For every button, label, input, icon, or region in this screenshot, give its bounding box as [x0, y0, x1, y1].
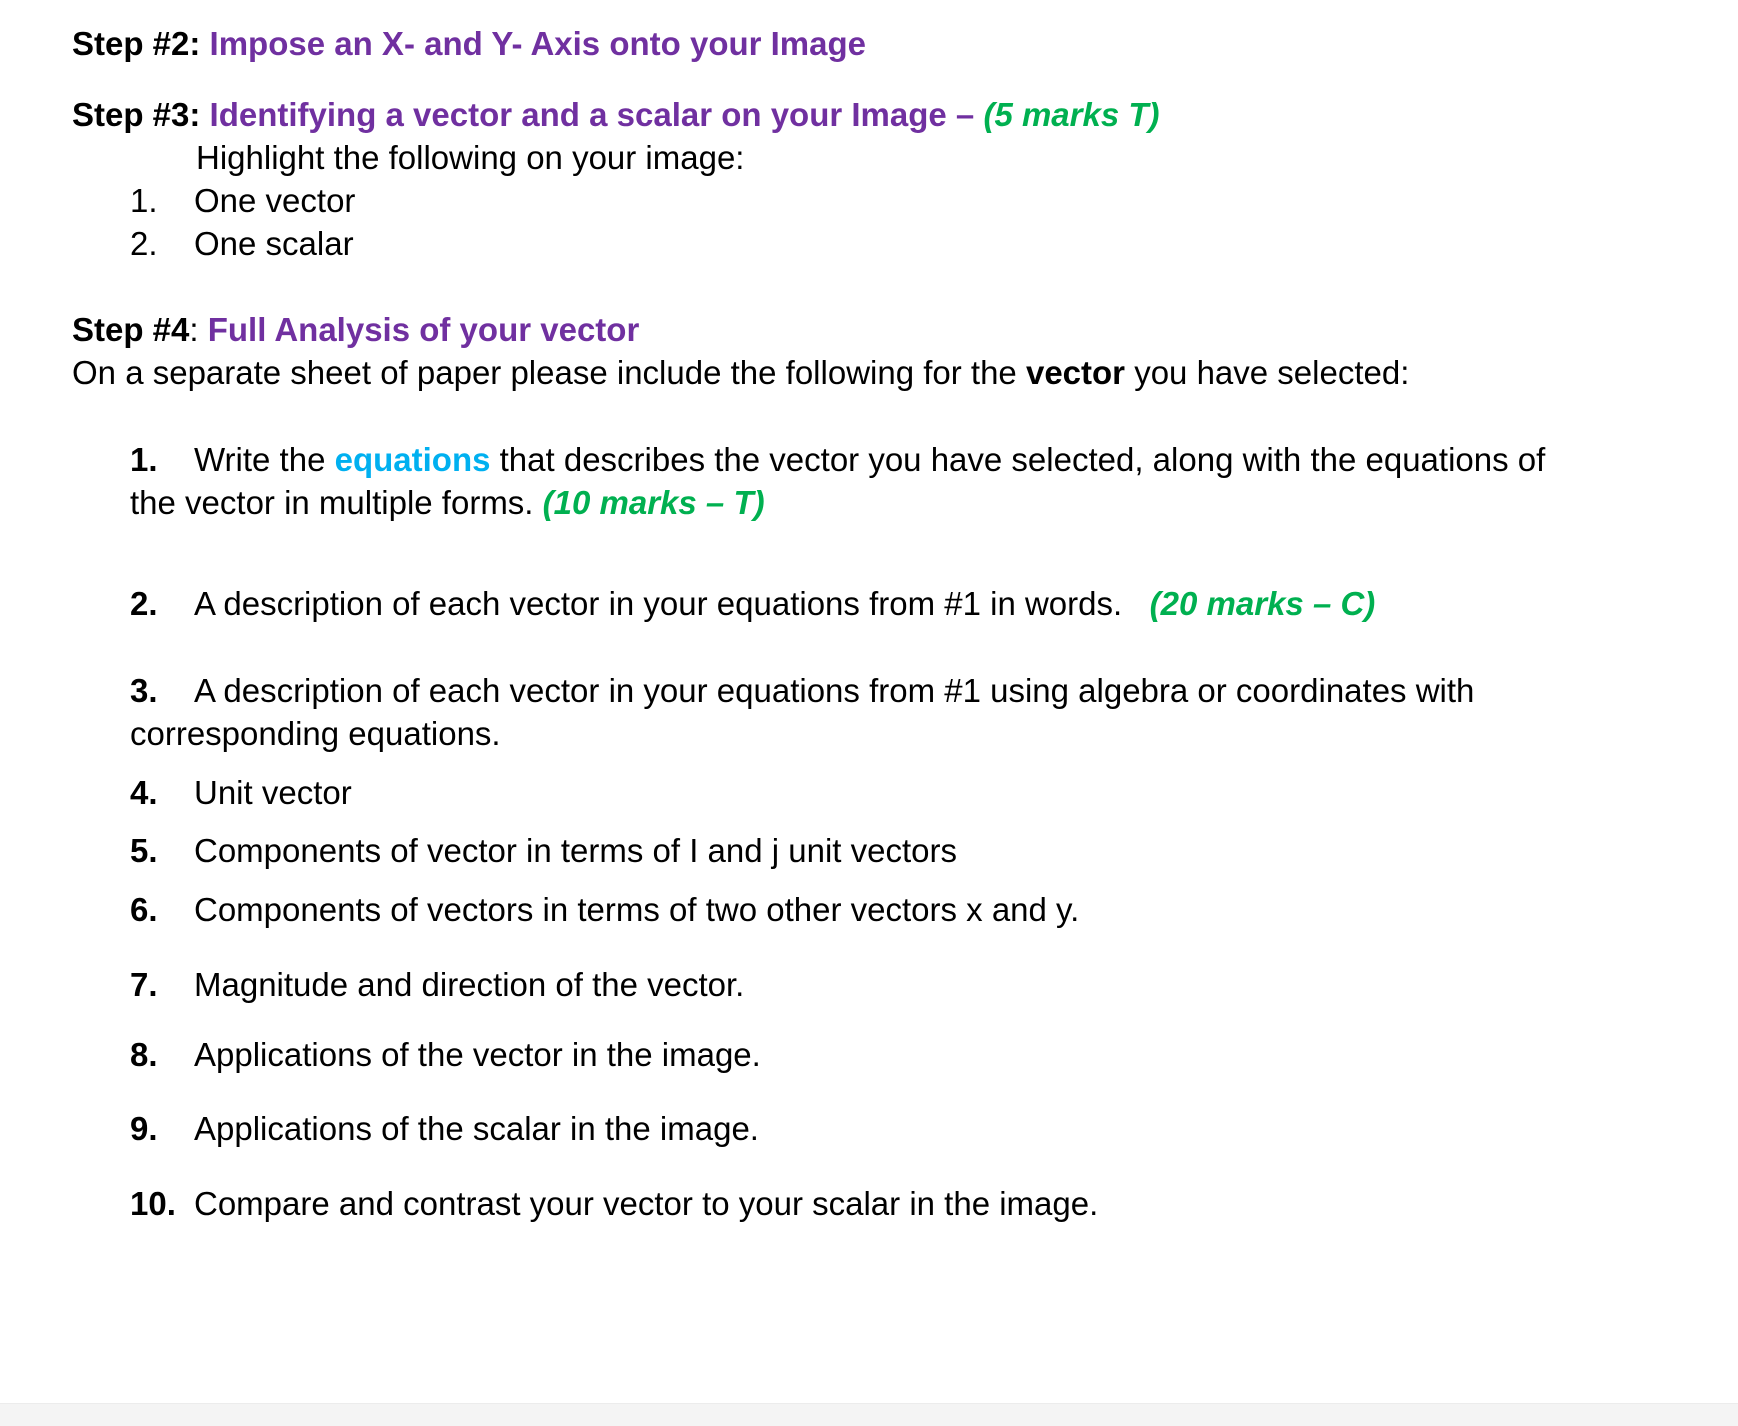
step3-title: Identifying a vector and a scalar on your Image –	[209, 96, 984, 133]
list-number: 6.	[130, 891, 158, 928]
step4-label: Step #4	[72, 311, 190, 348]
intro-text-end: you have selected:	[1125, 354, 1410, 391]
list-item	[130, 890, 1079, 930]
list-text: One scalar	[194, 225, 354, 262]
list-number: 2.	[130, 225, 158, 262]
list-number: 5.	[130, 832, 158, 869]
list-text: Applications of the vector in the image.	[194, 1036, 761, 1073]
list-number: 1.	[130, 441, 158, 478]
list-number: 8.	[130, 1036, 158, 1073]
step2-label: Step #2:	[72, 25, 201, 62]
list-item	[130, 1035, 761, 1075]
list-number: 7.	[130, 966, 158, 1003]
step4-heading	[72, 310, 639, 350]
list-number: 4.	[130, 774, 158, 811]
step3-marks: (5 marks T)	[983, 96, 1160, 133]
list-text: One vector	[194, 182, 356, 219]
list-item	[130, 1184, 1098, 1224]
page-bottom-edge	[0, 1403, 1738, 1426]
list-item	[130, 773, 352, 813]
list-number: 2.	[130, 585, 158, 622]
list-item	[130, 224, 354, 264]
list-text-cont: that describes the vector you have selected, along with the equations of	[490, 441, 1546, 478]
item1-marks: (10 marks – T)	[542, 484, 765, 521]
list-item-continuation: corresponding equations.	[130, 715, 501, 752]
list-item	[130, 584, 1375, 624]
list-text: Compare and contrast your vector to your scalar in the image.	[194, 1185, 1099, 1222]
list-text: Applications of the scalar in the image.	[194, 1110, 759, 1147]
list-item	[130, 440, 1545, 480]
list-number: 3.	[130, 672, 158, 709]
list-text: the vector in multiple forms.	[130, 484, 543, 521]
step4-intro	[72, 353, 1409, 393]
step3-instruction: Highlight the following on your image:	[196, 139, 745, 176]
list-item	[130, 965, 744, 1005]
list-item	[130, 181, 355, 221]
list-item	[130, 671, 1474, 711]
step4-title: Full Analysis of your vector	[207, 311, 640, 348]
list-number: 1.	[130, 182, 158, 219]
equations-highlight: equations	[334, 441, 491, 478]
step3-label: Step #3:	[72, 96, 201, 133]
list-text: Magnitude and direction of the vector.	[194, 966, 745, 1003]
list-text: Unit vector	[194, 774, 352, 811]
list-text: Components of vector in terms of I and j unit vectors	[194, 832, 958, 869]
item2-marks: (20 marks – C)	[1149, 585, 1376, 622]
list-text: A description of each vector in your equations from #1 in words.	[194, 585, 1150, 622]
intro-text: On a separate sheet of paper please include the following for the	[72, 354, 1026, 391]
list-item	[130, 1109, 759, 1149]
intro-bold: vector	[1025, 354, 1126, 391]
step4-colon: :	[189, 311, 208, 348]
list-text: Write the	[194, 441, 335, 478]
list-item	[130, 831, 957, 871]
step2-heading	[72, 24, 866, 64]
list-item-continuation	[130, 483, 765, 523]
list-text: A description of each vector in your equations from #1 using algebra or coordinates with	[194, 672, 1475, 709]
list-number: 10.	[130, 1185, 176, 1222]
step3-heading	[72, 95, 1160, 135]
list-text: Components of vectors in terms of two other vectors x and y.	[194, 891, 1080, 928]
step2-title: Impose an X- and Y- Axis onto your Image	[209, 25, 867, 62]
list-number: 9.	[130, 1110, 158, 1147]
